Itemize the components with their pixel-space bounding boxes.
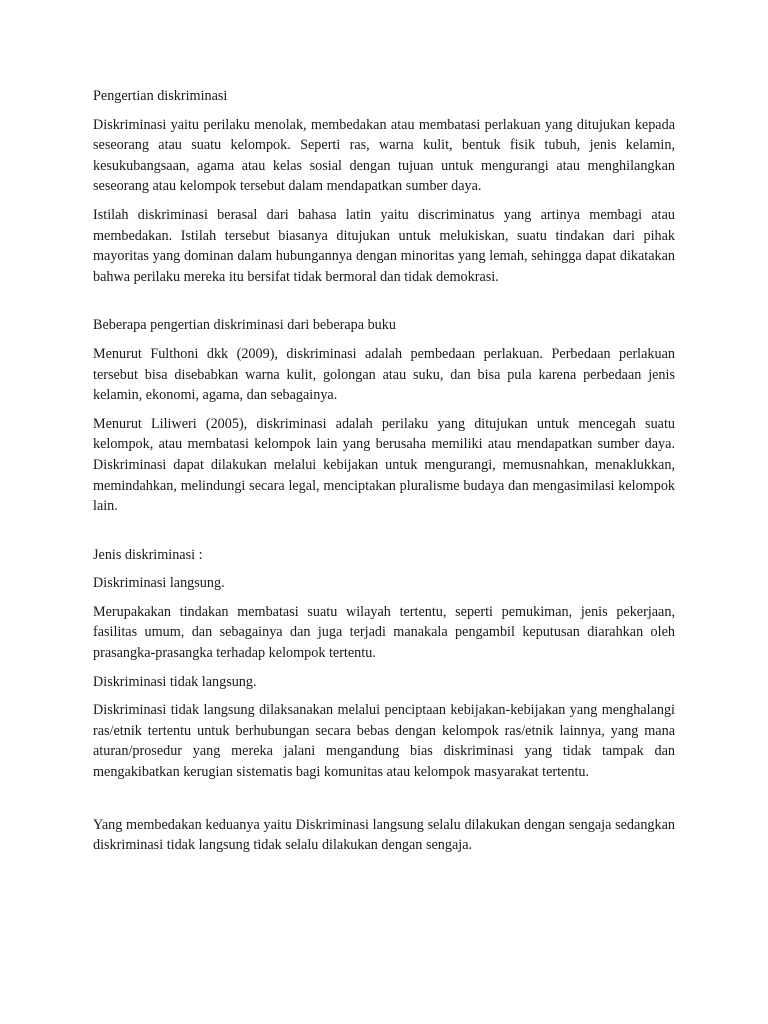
subheading-langsung: Diskriminasi langsung. bbox=[93, 575, 225, 592]
spacer bbox=[93, 791, 675, 815]
subheading-tidak-langsung: Diskriminasi tidak langsung. bbox=[93, 673, 257, 690]
heading-pengertian: Pengertian diskriminasi bbox=[93, 88, 228, 104]
paragraph-definition: Diskriminasi yaitu perilaku menolak, membedakan atau membatasi perlakuan yang ditujukan kepada seseorang atau suatu kelompok. Seperti ras, warna kulit, bentuk fisik tubuh, jenis kelamin, kesukubangsaan, agama atau kelas sosial dengan tujuan untuk mengurangi atau menghilangkan seseorang atau kelompok tersebut dalam mendapatkan sumber daya. bbox=[93, 116, 675, 195]
paragraph-langsung: Merupakakan tindakan membatasi suatu wilayah tertentu, seperti pemukiman, jenis pekerjaan, fasilitas umum, dan sebagainya dan juga terjadi manakala pengambil keputusan diarahkan oleh prasangka-prasangka terhadap kelompok tertentu. bbox=[93, 603, 675, 662]
paragraph-conclusion: Yang membedakan keduanya yaitu Diskriminasi langsung selalu dilakukan dengan sengaja sedangkan diskriminasi tidak langsung tidak selalu dilakukan dengan sengaja. bbox=[93, 816, 675, 854]
spacer bbox=[93, 525, 675, 545]
paragraph-etymology: Istilah diskriminasi berasal dari bahasa latin yaitu discriminatus yang artinya membagi atau membedakan. Istilah tersebut biasanya ditujukan untuk melukiskan, suatu tindakan dari pihak mayoritas yang dominan dalam hubungannya dengan minoritas yang lemah, sehingga dapat dikatakan bahwa perilaku mereka itu bersifat tidak bermoral dan tidak demokrasi. bbox=[93, 206, 675, 285]
paragraph-liliweri: Menurut Liliweri (2005), diskriminasi adalah perilaku yang ditujukan untuk mencegah suatu kelompok, atau membatasi kelompok lain yang berusaha memiliki atau mendapatkan sumber daya. Diskriminasi dapat dilakukan melalui kebijakan untuk mengurangi, memusnahkan, menaklukkan, memindahkan, melindungi secara legal, menciptakan pluralisme budaya dan mengasimilasi kelompok lain. bbox=[93, 415, 675, 515]
heading-jenis: Jenis diskriminasi : bbox=[93, 546, 203, 563]
heading-beberapa-pengertian: Beberapa pengertian diskriminasi dari beberapa buku bbox=[93, 317, 396, 334]
paragraph-fulthoni: Menurut Fulthoni dkk (2009), diskriminasi adalah pembedaan perlakuan. Perbedaan perlakuan tersebut bisa disebabkan warna kulit, golongan atau suku, dan bisa pula karena perbedaan jenis kelamin, ekonomi, agama, dan sebagainya. bbox=[93, 345, 675, 404]
document-body bbox=[93, 86, 675, 864]
spacer bbox=[93, 295, 675, 315]
paragraph-tidak-langsung: Diskriminasi tidak langsung dilaksanakan melalui penciptaan kebijakan-kebijakan yang menghalangi ras/etnik tertentu untuk berhubungan secara bebas dengan kelompok ras/etnik lainnya, yang mana aturan/prosedur yang mereka jalani mengandung bias diskriminasi yang tidak tampak dan mengakibatkan kerugian sistematis bagi komunitas atau kelompok masyarakat tertentu. bbox=[93, 702, 675, 781]
